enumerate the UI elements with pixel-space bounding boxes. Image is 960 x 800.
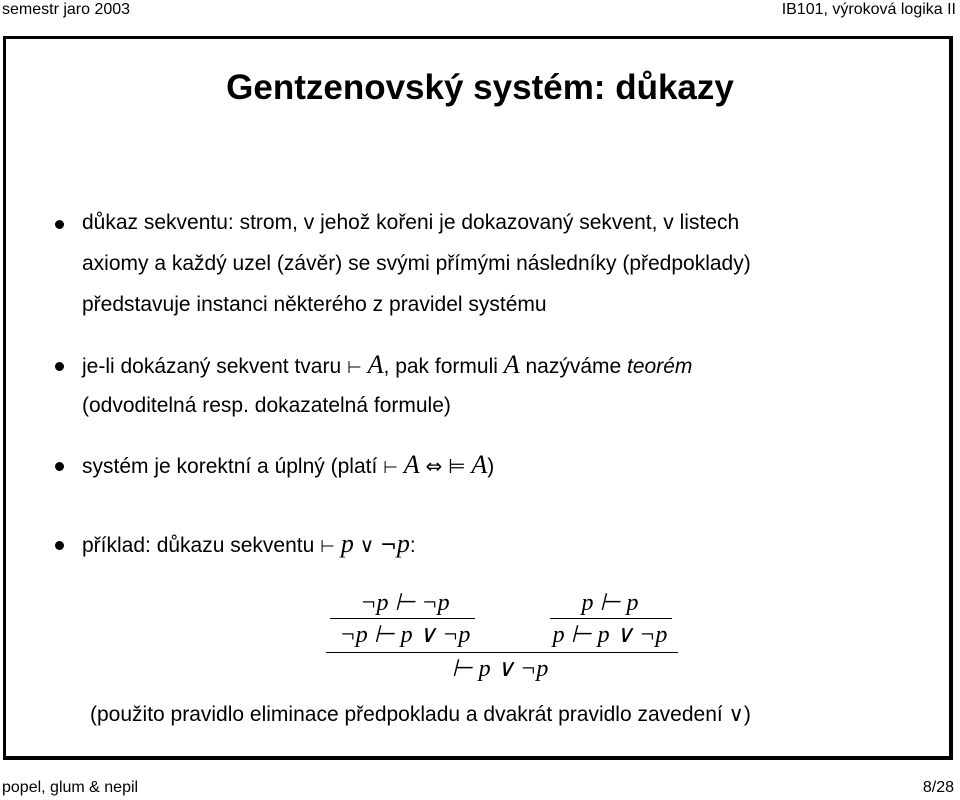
proof-left-axiom: ¬p ⊢ ¬p	[360, 590, 450, 616]
or-symbol: ∨	[359, 533, 375, 557]
slide-header	[0, 0, 960, 22]
bullet-2-line-1	[82, 351, 692, 382]
formula-a: A	[471, 450, 488, 479]
proof-right-axiom: p ⊢ p	[581, 590, 639, 616]
bullet-dot-2	[55, 362, 64, 371]
bullet-3-line-1	[82, 451, 494, 482]
turnstile-symbol: ⊢	[383, 458, 398, 478]
formula-a: A	[403, 450, 420, 479]
iff-symbol: ⇔	[425, 454, 443, 478]
authors: popel, glum & nepil	[2, 779, 139, 796]
bullet-3-text-post: )	[487, 455, 495, 478]
proof-note: (použito pravidlo eliminace předpokladu a dvakrát pravidlo zavedení ∨)	[90, 703, 751, 726]
bullet-dot-1	[55, 220, 64, 229]
turnstile-symbol: ⊢	[320, 537, 335, 557]
neg-symbol: ¬	[380, 533, 397, 557]
proof-final-conclusion: ⊢ p ∨ ¬p	[451, 656, 549, 682]
bullet-2-text-pre: je-li dokázaný sekvent tvaru	[82, 355, 342, 378]
proof-right-conclusion: p ⊢ p ∨ ¬p	[552, 622, 668, 648]
bullet-4-line-1	[82, 530, 416, 561]
bullet-2-text-post: nazýváme	[525, 355, 622, 378]
bullet-1-line-1: důkaz sekventu: strom, v jehož kořeni je dokazovaný sekvent, v listech	[82, 211, 740, 234]
bullet-1-line-3: představuje instanci některého z pravidel systému	[82, 293, 547, 316]
bullet-4-text-pre: příklad: důkazu sekventu	[82, 534, 315, 557]
bullet-3-text-pre: systém je korektní a úplný (platí	[82, 455, 378, 478]
bullet-dot-3	[55, 462, 64, 471]
formula-a: A	[503, 350, 520, 379]
bullet-2-line-2: (odvoditelná resp. dokazatelná formule)	[82, 394, 451, 417]
proof-right-rule-line	[550, 618, 672, 619]
formula-p: p	[340, 529, 354, 558]
proof-left-conclusion: ¬p ⊢ p ∨ ¬p	[339, 622, 471, 648]
models-symbol: ⊨	[448, 454, 466, 478]
turnstile-symbol: ⊢	[346, 358, 362, 378]
term-theorem: teorém	[627, 355, 693, 378]
slide-footer	[0, 776, 960, 800]
bullet-dot-4	[55, 541, 64, 550]
proof-left-rule-line	[330, 618, 475, 619]
proof-final-rule-line	[326, 652, 678, 653]
formula-p: p	[396, 529, 410, 558]
page-number: 8/28	[922, 779, 954, 796]
bullet-1-line-2: axiomy a každý uzel (závěr) se svými přímými následníky (předpoklady)	[82, 252, 751, 275]
slide-title: Gentzenovský systém: důkazy	[226, 68, 734, 107]
formula-a: A	[367, 350, 384, 379]
course-term: semestr jaro 2003	[2, 1, 131, 18]
bullet-4-text-post: :	[409, 534, 416, 557]
bullet-2-text-mid: , pak formuli	[383, 355, 498, 378]
course-title: IB101, výroková logika II	[781, 1, 956, 18]
